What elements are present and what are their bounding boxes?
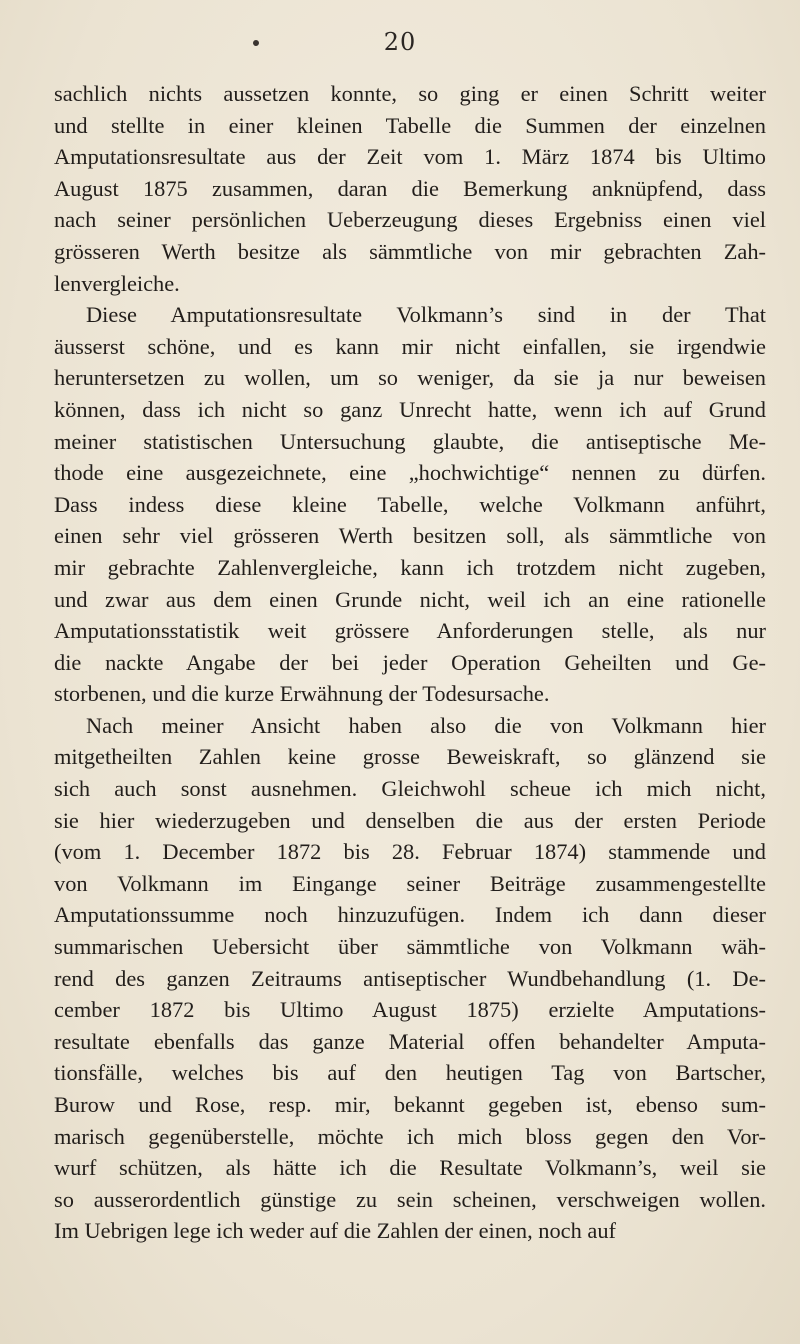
text-line: Nach meiner Ansicht haben also die von Volkmann hier <box>86 712 766 738</box>
text-line: so ausserordentlich günstige zu sein scheinen, verschweigen wollen. <box>54 1186 766 1212</box>
text-line: von Volkmann im Eingange seiner Beiträge zusammengestellte <box>54 870 766 896</box>
text-line: grösseren Werth besitze als sämmtliche von mir gebrachten Zah- <box>54 238 766 264</box>
text-line: Amputationsresultate aus der Zeit vom 1. März 1874 bis Ultimo <box>54 144 766 170</box>
text-line: meiner statistischen Untersuchung glaubte, die antiseptische Me- <box>54 428 766 454</box>
text-line: summarischen Uebersicht über sämmtliche von Volkmann wäh- <box>54 934 766 960</box>
text-line: äusserst schöne, und es kann mir nicht einfallen, sie irgendwie <box>54 333 766 359</box>
text-line: sie hier wiederzugeben und denselben die aus der ersten Periode <box>54 807 766 833</box>
text-line: mitgetheilten Zahlen keine grosse Beweiskraft, so glänzend sie <box>54 744 766 770</box>
text-line: Amputationsstatistik weit grössere Anforderungen stelle, als nur <box>54 618 766 644</box>
text-line: (vom 1. December 1872 bis 28. Februar 1874) stammende und <box>54 839 766 865</box>
text-line: wurf schützen, als hätte ich die Resultate Volkmann’s, weil sie <box>54 1155 766 1181</box>
text-line: Diese Amputationsresultate Volkmann’s sind in der That <box>86 302 766 328</box>
text-line: sachlich nichts aussetzen konnte, so ging er einen Schritt weiter <box>54 81 766 106</box>
text-line: nach seiner persönlichen Ueberzeugung dieses Ergebniss einen viel <box>54 207 766 233</box>
text-line: marisch gegenüberstelle, möchte ich mich bloss gegen den Vor- <box>54 1123 766 1149</box>
text-line: tionsfälle, welches bis auf den heutigen Tag von Bartscher, <box>54 1060 766 1086</box>
text-line: sich auch sonst ausnehmen. Gleichwohl scheue ich mich nicht, <box>54 776 766 802</box>
text-line: cember 1872 bis Ultimo August 1875) erzielte Amputations- <box>54 997 766 1023</box>
text-line: resultate ebenfalls das ganze Material offen behandelter Amputa- <box>54 1028 766 1054</box>
text-line: einen sehr viel grösseren Werth besitzen soll, als sämmtliche von <box>54 523 766 549</box>
text-line: storbenen, und die kurze Erwähnung der Todesursache. <box>54 681 550 707</box>
text-line: und stellte in einer kleinen Tabelle die Summen der einzelnen <box>54 112 766 138</box>
text-line: lenvergleiche. <box>54 270 180 296</box>
text-line: mir gebrachte Zahlenvergleiche, kann ich trotzdem nicht zugeben, <box>54 554 766 580</box>
text-line: können, dass ich nicht so ganz Unrecht hatte, wenn ich auf Grund <box>54 396 766 422</box>
text-line: heruntersetzen zu wollen, um so weniger, da sie ja nur beweisen <box>54 365 766 391</box>
text-line: thode eine ausgezeichnete, eine „hochwichtige“ nennen zu dürfen. <box>54 460 766 486</box>
body-text <box>54 78 766 1247</box>
text-line: rend des ganzen Zeitraums antiseptischer Wundbehandlung (1. De- <box>54 965 766 991</box>
text-line: die nackte Angabe der bei jeder Operation Geheilten und Ge- <box>54 649 766 675</box>
text-line: Burow und Rose, resp. mir, bekannt gegeben ist, ebenso sum- <box>54 1092 766 1117</box>
text-line: Dass indess diese kleine Tabelle, welche Volkmann anführt, <box>54 491 766 517</box>
text-line: und zwar aus dem einen Grunde nicht, weil ich an eine rationelle <box>54 586 766 612</box>
text-line: Im Uebrigen lege ich weder auf die Zahlen der einen, noch auf <box>54 1218 616 1244</box>
page-number: 20 <box>383 28 417 56</box>
text-line: Amputationssumme noch hinzuzufügen. Indem ich dann dieser <box>54 902 766 928</box>
text-line: August 1875 zusammen, daran die Bemerkung anknüpfend, dass <box>54 175 766 201</box>
